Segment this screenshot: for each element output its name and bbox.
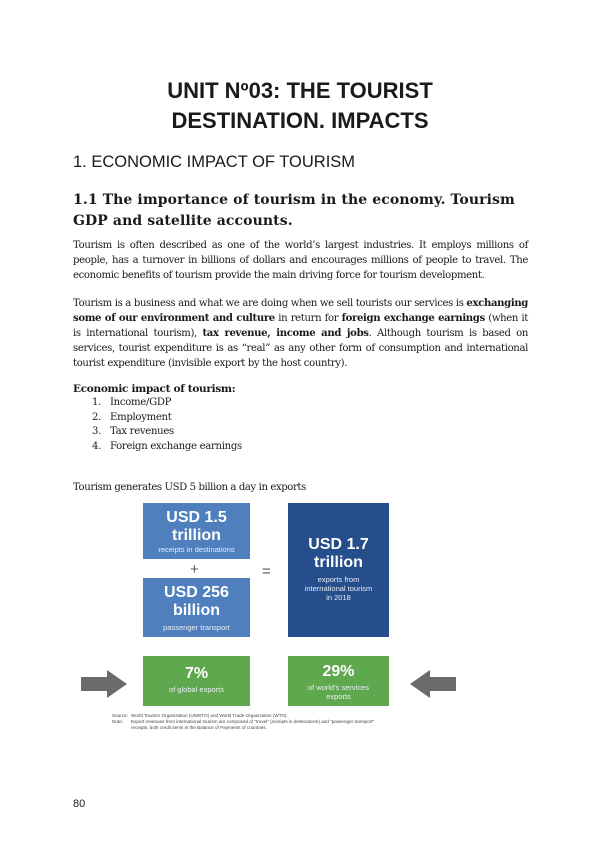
services-exports-description-2: exports	[326, 692, 351, 701]
receipts-description: receipts in destinations	[158, 545, 235, 554]
paragraph-business	[73, 296, 528, 371]
paragraph-bold-text: exchanging some of our environment and culture	[73, 298, 529, 324]
paragraph-text: Tourism is a business and what we are doing when we sell tourists our services is	[73, 298, 467, 309]
total-description-2: international tourism	[304, 584, 373, 593]
paragraph-intro: Tourism is often described as one of the world’s largest industries. It employs millions of people, has a turnover in billions of dollars and encourages millions of people to travel. The economic benefits of tourism provide the main driving force for tourism development.	[73, 240, 528, 281]
transport-box	[143, 578, 250, 637]
paragraph-bold-text: tax revenue, income and jobs	[202, 328, 369, 339]
list-item-number: 1.	[92, 397, 102, 408]
plus-sign: +	[190, 561, 199, 578]
note-label: Note:	[112, 719, 123, 724]
arrow-left-icon	[410, 670, 456, 698]
equals-sign: =	[262, 563, 271, 580]
unit-title-line-2: DESTINATION. IMPACTS	[171, 108, 429, 133]
list-item	[92, 396, 242, 411]
figure-source-note	[112, 713, 432, 731]
note-text: receipts, both credit items in the Balance of Payments of countries.	[131, 725, 267, 730]
receipts-box	[143, 503, 250, 559]
total-amount: USD 1.7	[308, 536, 369, 553]
subsection-title: 1.1 The importance of tourism in the economy. Tourism GDP and satellite accounts.	[73, 192, 515, 229]
services-exports-box	[288, 656, 389, 706]
global-exports-box	[143, 656, 250, 706]
list-item-label: Foreign exchange earnings	[110, 440, 242, 452]
list-item	[92, 411, 242, 426]
total-exports-box	[288, 503, 389, 637]
total-description-1: exports from	[317, 575, 360, 584]
receipts-unit: trillion	[172, 527, 221, 544]
paragraph-text: (when it is international tourism),	[73, 313, 529, 339]
impact-heading: Economic impact of tourism:	[73, 383, 236, 395]
section-title: 1. ECONOMIC IMPACT OF TOURISM	[73, 153, 356, 171]
paragraph-text: in return for	[274, 313, 342, 324]
source-text: World Tourism Organization (UNWTO) and World Trade Organization (WTO).	[131, 713, 288, 718]
paragraph-text: . Although tourism is based on services, tourist expenditure is as “real” as any other form of consumption and international tourist expenditure (invisible export by the host country).	[73, 328, 528, 369]
source-label: Source:	[112, 713, 128, 718]
global-exports-percent: 7%	[184, 665, 209, 682]
page-number: 80	[73, 798, 86, 810]
unit-title-line-1: UNIT Nº03: THE TOURIST	[167, 78, 433, 103]
list-item-number: 3.	[92, 426, 102, 437]
list-item	[92, 440, 242, 455]
list-item-label: Income/GDP	[110, 397, 172, 408]
unit-title	[0, 76, 600, 136]
total-unit: trillion	[314, 554, 363, 571]
global-exports-description: of global exports	[168, 685, 225, 694]
list-item-number: 2.	[92, 411, 102, 423]
services-exports-description-1: of world's services	[307, 683, 370, 692]
list-item-label: Tax revenues	[110, 426, 174, 437]
note-text: Export revenues from international tourism are composed of "travel" (receipts in destinations) and "passenger transport"	[131, 719, 375, 724]
paragraph-bold-text: foreign exchange earnings	[341, 313, 485, 324]
list-item-number: 4.	[92, 440, 102, 452]
list-item	[92, 425, 242, 440]
services-exports-percent: 29%	[322, 663, 355, 680]
receipts-amount: USD 1.5	[166, 509, 227, 526]
list-item-label: Employment	[110, 411, 172, 423]
transport-description: passenger transport	[163, 623, 230, 632]
transport-amount: USD 256	[164, 584, 229, 601]
figure-caption: Tourism generates USD 5 billion a day in exports	[73, 482, 306, 493]
total-description-3: in 2018	[326, 593, 351, 602]
transport-unit: billion	[172, 602, 221, 619]
impact-list	[92, 396, 242, 454]
arrow-right-icon	[81, 670, 127, 698]
